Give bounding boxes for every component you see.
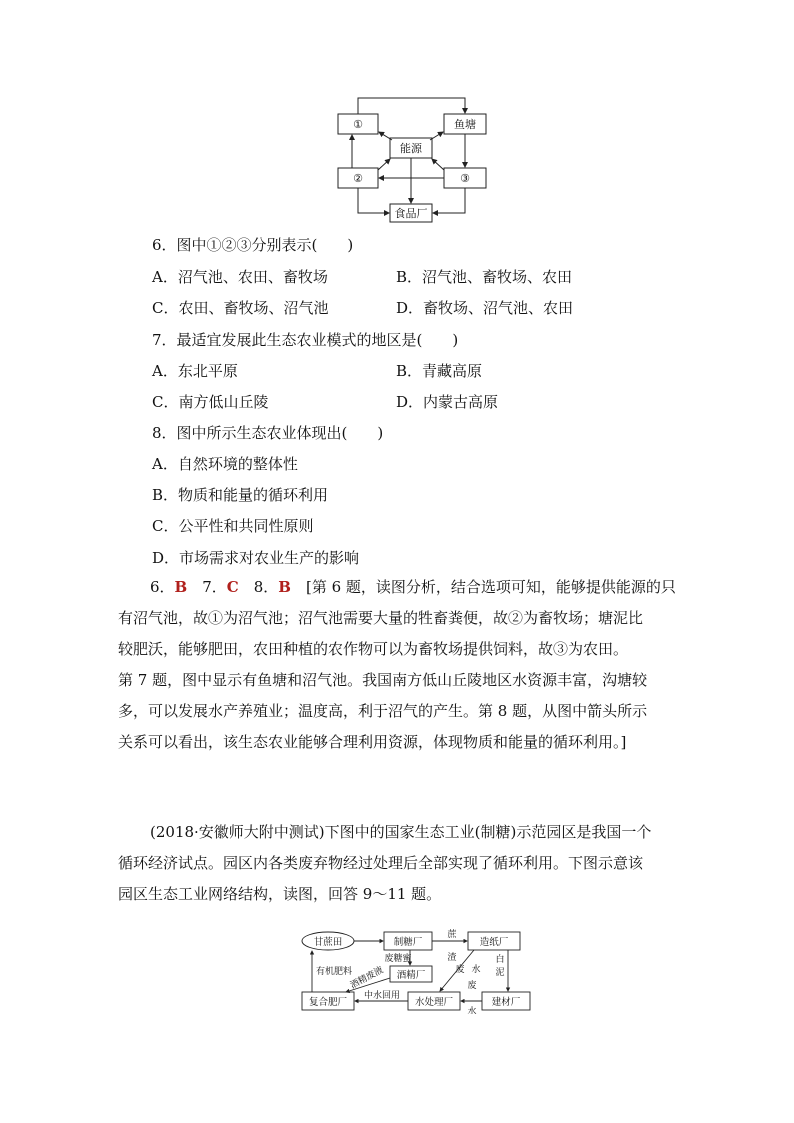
arrow-3-to-food bbox=[433, 188, 465, 213]
arrow-3-to-energy bbox=[432, 159, 444, 170]
q6-option-b[interactable]: B．沼气池、畜牧场、农田 bbox=[396, 268, 573, 286]
label-sugarcane-field: 甘蔗田 bbox=[313, 937, 343, 948]
q7-option-b[interactable]: B．青藏高原 bbox=[396, 362, 483, 380]
label-wastewater-a: 废 bbox=[455, 965, 465, 975]
intro-line-1: (2018·安徽师大附中测试)下图中的国家生态工业(制糖)示范园区是我国一个 bbox=[150, 823, 652, 841]
label-mud-2: 泥 bbox=[495, 968, 505, 978]
intro-line-3: 园区生态工业网络结构，读图，回答 9～11 题。 bbox=[118, 885, 442, 903]
arrow-2-to-food bbox=[358, 188, 389, 213]
answer-line-4: 第 7 题，图中显示有鱼塘和沼气池。我国南方低山丘陵地区水资源丰富，沟塘较 bbox=[118, 671, 648, 689]
q7-stem: 7．最适宜发展此生态农业模式的地区是( ) bbox=[152, 331, 459, 349]
label-wastewater-b: 水 bbox=[471, 965, 481, 975]
q7-option-a[interactable]: A．东北平原 bbox=[152, 362, 238, 380]
label-energy: 能源 bbox=[400, 142, 422, 155]
answer-7: C bbox=[226, 578, 239, 596]
q6-option-d[interactable]: D．畜牧场、沼气池、农田 bbox=[396, 299, 574, 317]
answer-8: B bbox=[278, 578, 291, 596]
label-food-factory: 食品厂 bbox=[394, 207, 428, 220]
eco-industry-diagram bbox=[298, 928, 534, 1014]
label-alcohol-factory: 酒精厂 bbox=[396, 970, 426, 981]
label-wastewater-d: 水 bbox=[467, 1007, 477, 1014]
q7-option-d[interactable]: D．内蒙古高原 bbox=[396, 393, 499, 411]
answer-line-3: 较肥沃，能够肥田，农田种植的农作物可以为畜牧场提供饲料，故③为农田。 bbox=[118, 640, 629, 658]
intro-line-2: 循环经济试点。园区内各类废弃物经过处理后全部实现了循环利用。下图示意该 bbox=[118, 854, 644, 872]
answer-line-1 bbox=[118, 572, 678, 603]
label-bagasse-2: 渣 bbox=[447, 953, 457, 963]
q8-option-b[interactable]: B．物质和能量的循环利用 bbox=[152, 486, 329, 504]
label-1: ① bbox=[353, 118, 363, 131]
label-mud-1: 白 bbox=[495, 955, 505, 965]
label-building-material: 建材厂 bbox=[491, 997, 521, 1008]
answer-num-7: 7． bbox=[187, 578, 227, 596]
label-fertilizer-factory: 复合肥厂 bbox=[308, 997, 348, 1008]
label-bagasse-1: 蔗 bbox=[447, 930, 457, 940]
answer-line-2: 有沼气池，故①为沼气池；沼气池需要大量的牲畜粪便，故②为畜牧场；塘泥比 bbox=[118, 609, 644, 627]
q8-stem: 8．图中所示生态农业体现出( ) bbox=[152, 424, 384, 442]
answer-num-6: 6． bbox=[150, 578, 175, 596]
arrow-1-to-fish bbox=[358, 98, 465, 114]
answer-6: B bbox=[174, 578, 188, 596]
q6-option-a[interactable]: A．沼气池、农田、畜牧场 bbox=[152, 268, 328, 286]
label-molasses: 废糖蜜 bbox=[384, 954, 412, 964]
label-waste-alcohol: 酒精废液 bbox=[348, 965, 386, 992]
answer-line-5: 多，可以发展水产养殖业；温度高，利于沼气的产生。第 8 题，从图中箭头所示 bbox=[118, 702, 648, 720]
intro-block bbox=[118, 817, 678, 910]
agri-flow-diagram bbox=[330, 92, 490, 227]
label-paper-mill: 造纸厂 bbox=[479, 937, 509, 948]
arrow-energy-to-1 bbox=[379, 132, 392, 140]
q6-stem: 6．图中①②③分别表示( ) bbox=[152, 236, 354, 254]
arrow-2-to-energy bbox=[378, 159, 390, 170]
label-2: ② bbox=[353, 172, 363, 185]
q8-option-d[interactable]: D．市场需求对农业生产的影响 bbox=[152, 549, 360, 567]
q8-option-a[interactable]: A．自然环境的整体性 bbox=[152, 455, 298, 473]
label-water-reuse: 中水回用 bbox=[363, 991, 401, 1001]
label-wastewater-c: 废 bbox=[467, 981, 477, 991]
answer-line-6: 关系可以看出，该生态农业能够合理利用资源，体现物质和能量的循环利用。] bbox=[118, 733, 627, 751]
label-organic-fertilizer: 有机肥料 bbox=[315, 967, 353, 977]
answer-block bbox=[118, 572, 678, 758]
explanation-text-1: [第 6 题，读图分析，结合选项可知，能够提供能源的只 bbox=[290, 578, 676, 596]
arrow-energy-to-fish bbox=[430, 132, 443, 140]
label-fish-pond: 鱼塘 bbox=[454, 118, 476, 131]
q6-option-c[interactable]: C．农田、畜牧场、沼气池 bbox=[152, 299, 329, 317]
q7-option-c[interactable]: C．南方低山丘陵 bbox=[152, 393, 269, 411]
q8-option-c[interactable]: C．公平性和共同性原则 bbox=[152, 517, 314, 535]
label-water-treatment: 水处理厂 bbox=[414, 997, 454, 1008]
label-3: ③ bbox=[460, 172, 470, 185]
label-sugar-factory: 制糖厂 bbox=[393, 937, 423, 948]
answer-num-8: 8． bbox=[238, 578, 279, 596]
